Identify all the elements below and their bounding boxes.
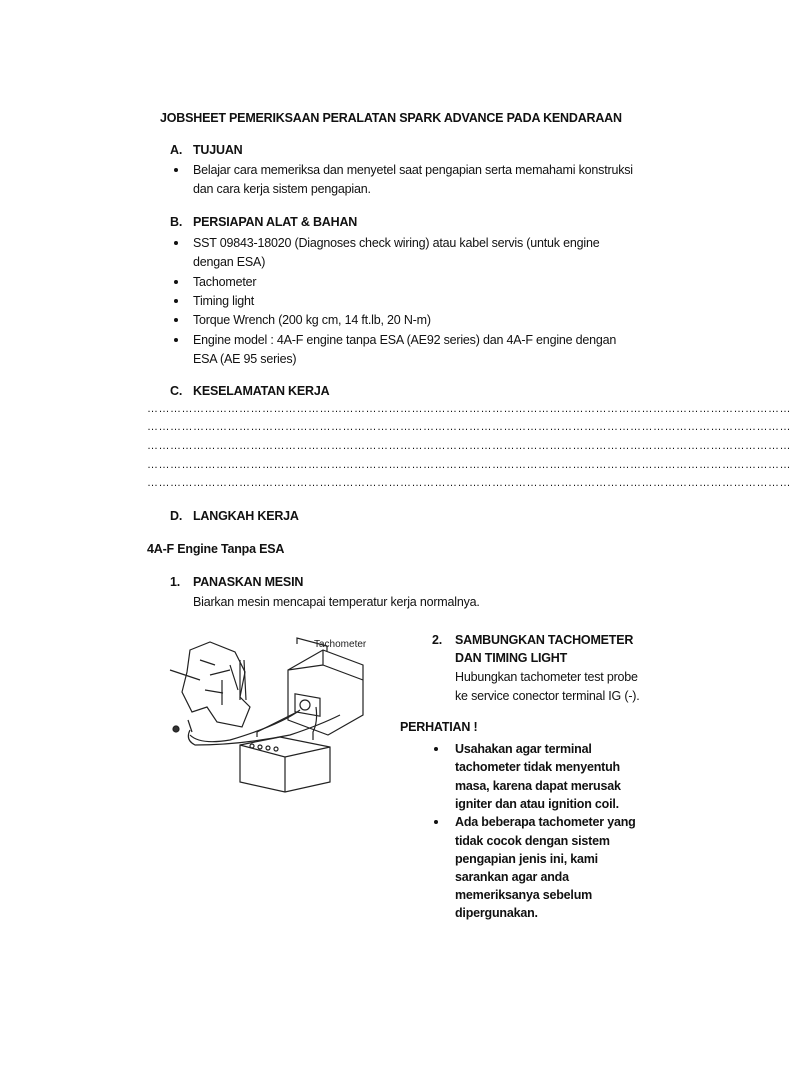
attention-item: Usahakan agar terminal [455,742,592,756]
subheading: 4A-F Engine Tanpa ESA [147,542,285,556]
section-b-heading: PERSIAPAN ALAT & BAHAN [193,215,358,229]
fill-in-line[interactable]: …………………………………………………………………………………………………………………………………………………… [147,403,791,415]
bullet-icon [174,168,178,172]
attention-item: igniter dan atau ignition coil. [455,797,619,811]
bullet-icon [174,318,178,322]
list-item: Tachometer [193,275,257,289]
step-2-text: Hubungkan tachometer test probe [455,670,638,684]
attention-item: dipergunakan. [455,906,538,920]
list-item-continuation: dengan ESA) [193,255,266,269]
fill-in-line[interactable]: …………………………………………………………………………………………………………………………………………………… [147,459,791,471]
section-c-heading: KESELAMATAN KERJA [193,384,330,398]
fill-in-line[interactable]: …………………………………………………………………………………………………………………………………………………… [147,477,791,489]
bullet-icon [434,747,438,751]
step-2-number: 2. [432,633,443,647]
attention-item: pengapian jenis ini, kami [455,852,598,866]
bullet-icon [174,280,178,284]
tachometer-wiring-diagram [160,620,420,820]
list-item: Torque Wrench (200 kg cm, 14 ft.lb, 20 N-m) [193,313,431,327]
attention-item: tachometer tidak menyentuh [455,760,620,774]
attention-item: masa, karena dapat merusak [455,779,621,793]
section-c-marker: C. [170,384,183,398]
list-item-continuation: dan cara kerja sistem pengapian. [193,182,371,196]
bullet-icon [174,241,178,245]
bullet-icon [174,338,178,342]
figure-label: Tachometer [314,639,367,650]
step-2-title: DAN TIMING LIGHT [455,651,568,665]
section-a-heading: TUJUAN [193,143,243,157]
list-item: Engine model : 4A-F engine tanpa ESA (AE92 series) dan 4A-F engine dengan [193,333,617,347]
fill-in-line[interactable]: …………………………………………………………………………………………………………………………………………………… [147,440,791,452]
step-2-title: SAMBUNGKAN TACHOMETER [455,633,634,647]
attention-item: Ada beberapa tachometer yang [455,815,636,829]
page-title: JOBSHEET PEMERIKSAAN PERALATAN SPARK ADVANCE PADA KENDARAAN [160,111,622,125]
list-item: Belajar cara memeriksa dan menyetel saat pengapian serta memahami konstruksi [193,163,633,177]
attention-item: memeriksanya sebelum [455,888,593,902]
wire [190,710,300,742]
step-2-text: ke service conector terminal IG (-). [455,689,640,703]
list-item-continuation: ESA (AE 95 series) [193,352,297,366]
attention-heading: PERHATIAN ! [400,720,478,734]
list-item: Timing light [193,294,255,308]
step-1-title: PANASKAN MESIN [193,575,304,589]
section-d-heading: LANGKAH KERJA [193,509,299,523]
step-1-text: Biarkan mesin mencapai temperatur kerja normalnya. [193,595,480,609]
attention-item: sarankan agar anda [455,870,569,884]
step-1-number: 1. [170,575,181,589]
section-b-marker: B. [170,215,183,229]
fill-in-line[interactable]: …………………………………………………………………………………………………………………………………………………… [147,421,791,433]
bullet-icon [434,820,438,824]
attention-item: tidak cocok dengan sistem [455,834,610,848]
bullet-icon [174,299,178,303]
list-item: SST 09843-18020 (Diagnoses check wiring) atau kabel servis (untuk engine [193,236,600,250]
section-a-marker: A. [170,143,183,157]
section-d-marker: D. [170,509,183,523]
